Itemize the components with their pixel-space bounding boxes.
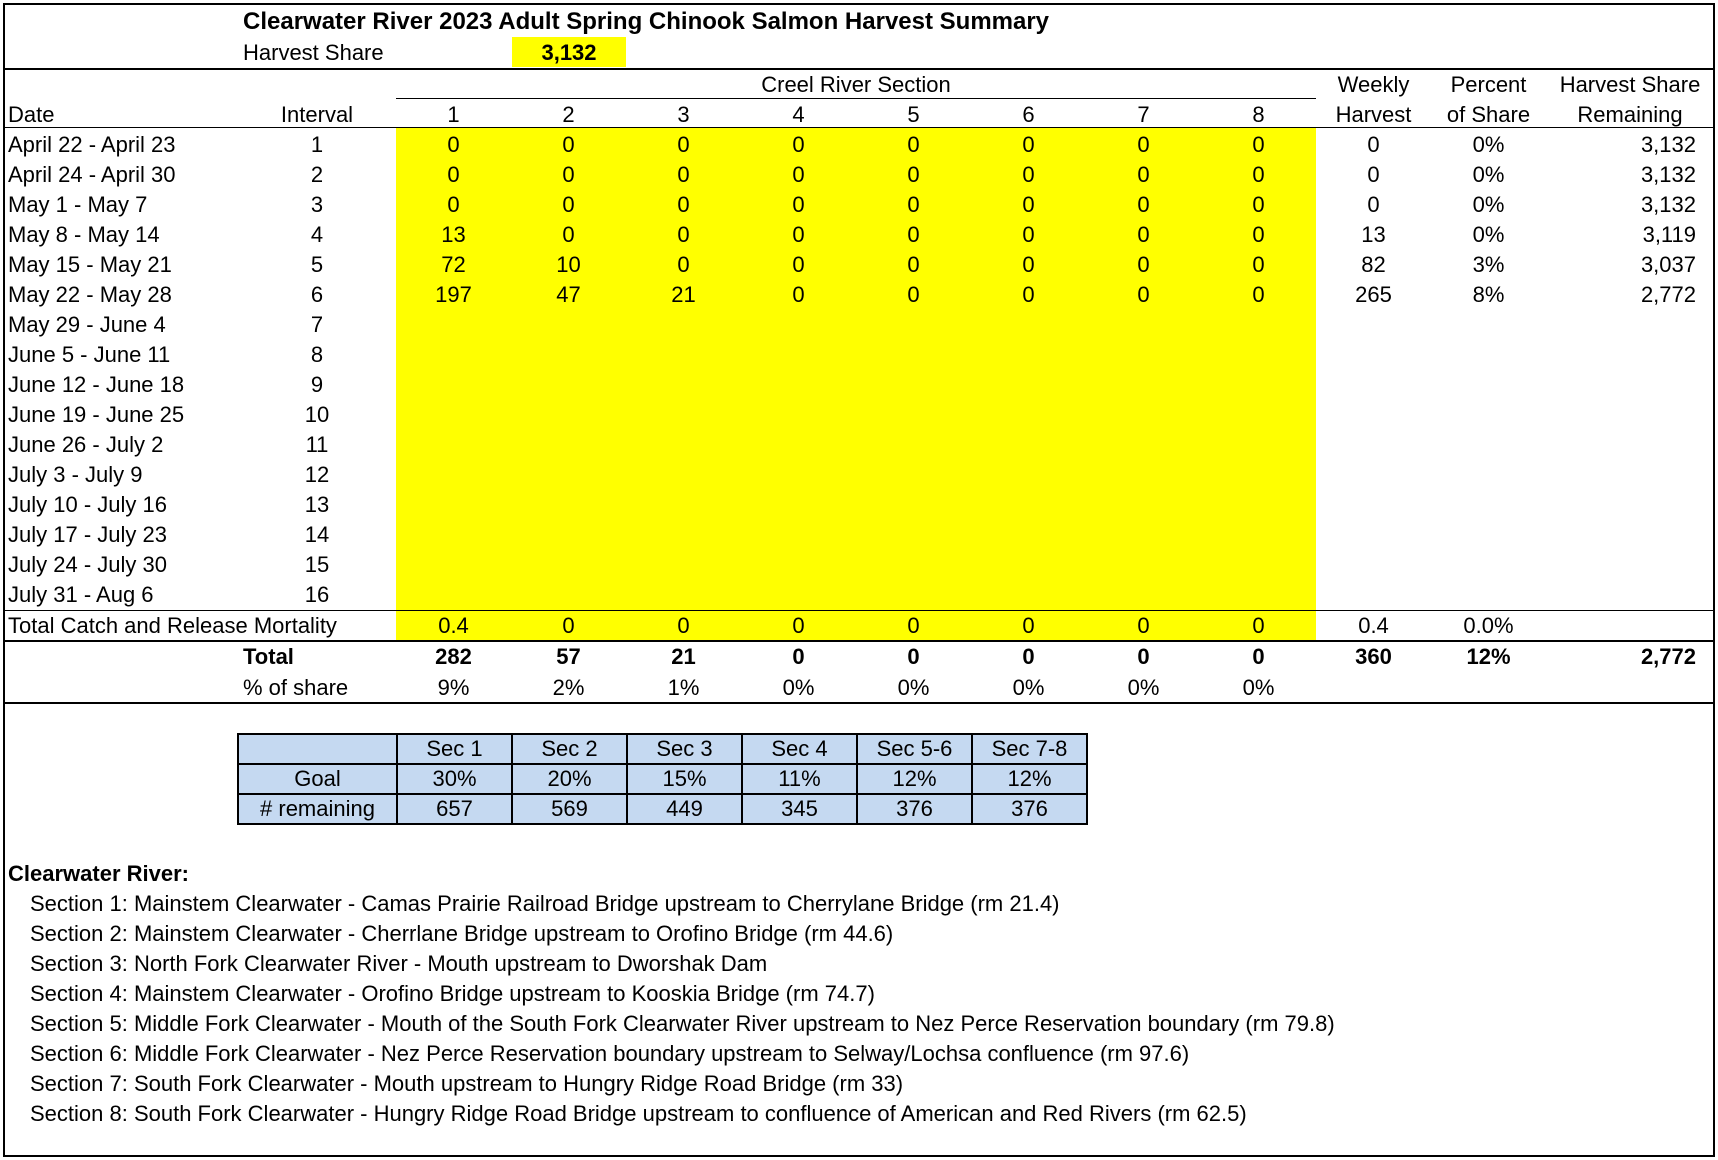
harvest-share-label: Harvest Share — [243, 40, 384, 65]
section-header-3: 3 — [677, 102, 690, 127]
total-section-4: 0 — [792, 644, 805, 669]
row-weekly-harvest: 265 — [1355, 282, 1392, 307]
row-weekly-harvest: 0 — [1367, 192, 1380, 217]
row-section-2-value: 0 — [562, 132, 575, 157]
row-section-5-value: 0 — [907, 132, 920, 157]
row-interval: 12 — [304, 462, 330, 487]
row-section-7-value: 0 — [1137, 162, 1150, 187]
frame-right — [1713, 3, 1715, 1157]
goals-remaining-value: 657 — [398, 795, 513, 825]
goals-header-1: Sec 1 — [398, 735, 513, 765]
row-section-8-value: 0 — [1252, 282, 1265, 307]
row-interval: 11 — [305, 432, 329, 457]
row-weekly-harvest: 13 — [1361, 222, 1386, 247]
section-header-8: 8 — [1252, 102, 1265, 127]
row-section-1-value: 0 — [447, 192, 460, 217]
page-title: Clearwater River 2023 Adult Spring Chinook Salmon Harvest Summary — [243, 8, 1050, 35]
weekly-header-1: Weekly — [1337, 72, 1410, 97]
share-section-1: 9% — [437, 675, 470, 700]
mortality-label: Total Catch and Release Mortality — [8, 613, 337, 638]
share-section-3: 1% — [667, 675, 700, 700]
share-section-8: 0% — [1242, 675, 1275, 700]
row-section-3-value: 0 — [677, 132, 690, 157]
row-interval: 1 — [310, 132, 324, 157]
row-percent-of-share: 8% — [1472, 282, 1505, 307]
mortality-percent: 0.0% — [1463, 613, 1514, 638]
row-date: July 24 - July 30 — [8, 552, 167, 577]
goals-goal-value: 11% — [743, 765, 858, 795]
section-note-5: Section 5: Middle Fork Clearwater - Mouth of the South Fork Clearwater River upstream to Nez Perce Reservation boundary (rm 79.8) — [30, 1011, 1335, 1036]
goals-goal-value: 12% — [858, 765, 973, 795]
mortality-section-5: 0 — [907, 613, 920, 638]
row-section-5-value: 0 — [907, 162, 920, 187]
row-section-7-value: 0 — [1137, 252, 1150, 277]
total-section-3: 21 — [671, 644, 696, 669]
section-header-4: 4 — [792, 102, 805, 127]
row-interval: 5 — [310, 252, 324, 277]
mortality-weekly: 0.4 — [1358, 613, 1389, 638]
goals-goal-value: 30% — [398, 765, 513, 795]
section-header-7: 7 — [1137, 102, 1150, 127]
row-share-remaining: 3,037 — [1640, 252, 1696, 277]
row-section-4-value: 0 — [792, 222, 805, 247]
row-interval: 9 — [310, 372, 324, 397]
row-section-7-value: 0 — [1137, 132, 1150, 157]
total-section-7: 0 — [1137, 644, 1150, 669]
mortality-section-6: 0 — [1022, 613, 1035, 638]
section-header-6: 6 — [1022, 102, 1035, 127]
total-remaining: 2,772 — [1640, 644, 1696, 669]
frame-bottom — [3, 1155, 1715, 1157]
row-interval: 13 — [304, 492, 330, 517]
share-section-2: 2% — [552, 675, 585, 700]
percent-header-2: of Share — [1446, 102, 1531, 127]
row-section-1-value: 72 — [441, 252, 466, 277]
mortality-section-4: 0 — [792, 613, 805, 638]
row-percent-of-share: 0% — [1472, 222, 1505, 247]
share-section-6: 0% — [1012, 675, 1045, 700]
row-share-remaining: 2,772 — [1640, 282, 1696, 307]
row-section-8-value: 0 — [1252, 192, 1265, 217]
row-date: May 1 - May 7 — [8, 192, 148, 217]
total-section-8: 0 — [1252, 644, 1265, 669]
goals-header-6: Sec 7-8 — [973, 735, 1088, 765]
row-date: April 22 - April 23 — [8, 132, 176, 157]
total-section-5: 0 — [907, 644, 920, 669]
row-percent-of-share: 0% — [1472, 192, 1505, 217]
section-note-7: Section 7: South Fork Clearwater - Mouth upstream to Hungry Ridge Road Bridge (rm 33) — [30, 1071, 904, 1096]
row-date: April 24 - April 30 — [8, 162, 176, 187]
goals-goal-value: 15% — [628, 765, 743, 795]
row-section-6-value: 0 — [1022, 192, 1035, 217]
weekly-header-2: Harvest — [1335, 102, 1412, 127]
goals-corner — [239, 735, 398, 765]
row-section-3-value: 21 — [671, 282, 696, 307]
row-section-2-value: 10 — [556, 252, 581, 277]
row-date: May 15 - May 21 — [8, 252, 172, 277]
row-interval: 14 — [304, 522, 330, 547]
row-share-remaining: 3,119 — [1642, 222, 1696, 247]
row-interval: 6 — [310, 282, 324, 307]
section-note-4: Section 4: Mainstem Clearwater - Orofino Bridge upstream to Kooskia Bridge (rm 74.7) — [30, 981, 875, 1006]
total-section-6: 0 — [1022, 644, 1035, 669]
row-section-5-value: 0 — [907, 192, 920, 217]
frame-left — [3, 3, 5, 1157]
goals-remaining-value: 449 — [628, 795, 743, 825]
remaining-header-1: Harvest Share — [1559, 72, 1701, 97]
creel-section-header: Creel River Section — [761, 72, 951, 97]
row-date: July 3 - July 9 — [8, 462, 143, 487]
total-label: Total — [243, 644, 294, 669]
row-section-3-value: 0 — [677, 162, 690, 187]
row-section-6-value: 0 — [1022, 222, 1035, 247]
row-section-2-value: 0 — [562, 192, 575, 217]
goals-remaining-value: 569 — [513, 795, 628, 825]
row-section-3-value: 0 — [677, 222, 690, 247]
row-interval: 8 — [310, 342, 324, 367]
row-section-4-value: 0 — [792, 252, 805, 277]
row-percent-of-share: 0% — [1472, 162, 1505, 187]
section-header-5: 5 — [907, 102, 920, 127]
section-note-2: Section 2: Mainstem Clearwater - Cherrlane Bridge upstream to Orofino Bridge (rm 44.6) — [30, 921, 894, 946]
row-interval: 2 — [310, 162, 324, 187]
goals-goal-value: 20% — [513, 765, 628, 795]
section-note-1: Section 1: Mainstem Clearwater - Camas Prairie Railroad Bridge upstream to Cherrylane Bridge (rm 21.4) — [30, 891, 1060, 916]
notes-heading: Clearwater River: — [8, 861, 189, 886]
goals-header-2: Sec 2 — [513, 735, 628, 765]
row-section-8-value: 0 — [1252, 132, 1265, 157]
section-note-6: Section 6: Middle Fork Clearwater - Nez Perce Reservation boundary upstream to Selway/Lochsa confluence (rm 97.6) — [30, 1041, 1190, 1066]
row-section-4-value: 0 — [792, 192, 805, 217]
share-section-7: 0% — [1127, 675, 1160, 700]
row-section-4-value: 0 — [792, 132, 805, 157]
row-section-2-value: 0 — [562, 222, 575, 247]
row-date: June 5 - June 11 — [8, 342, 171, 367]
row-section-5-value: 0 — [907, 282, 920, 307]
section-note-8: Section 8: South Fork Clearwater - Hungry Ridge Road Bridge upstream to confluence of American and Red Rivers (rm 62.5) — [30, 1101, 1247, 1126]
row-share-remaining: 3,132 — [1640, 132, 1696, 157]
row-section-8-value: 0 — [1252, 252, 1265, 277]
goals-header-3: Sec 3 — [628, 735, 743, 765]
mortality-section-3: 0 — [677, 613, 690, 638]
row-section-1-value: 13 — [441, 222, 466, 247]
row-date: May 8 - May 14 — [8, 222, 160, 247]
row-percent-of-share: 0% — [1472, 132, 1505, 157]
row-section-1-value: 0 — [447, 162, 460, 187]
row-section-4-value: 0 — [792, 282, 805, 307]
row-section-7-value: 0 — [1137, 282, 1150, 307]
row-date: July 31 - Aug 6 — [8, 582, 154, 607]
goals-goal-label: Goal — [239, 765, 398, 795]
harvest-share-value: 3,132 — [541, 40, 597, 65]
date-header: Date — [8, 102, 55, 127]
row-section-1-value: 197 — [435, 282, 472, 307]
row-date: May 22 - May 28 — [8, 282, 172, 307]
row-percent-of-share: 3% — [1472, 252, 1505, 277]
mortality-section-1: 0.4 — [438, 613, 469, 638]
row-interval: 4 — [310, 222, 324, 247]
goals-goal-value: 12% — [973, 765, 1088, 795]
section-note-3: Section 3: North Fork Clearwater River - Mouth upstream to Dworshak Dam — [30, 951, 768, 976]
row-interval: 15 — [304, 552, 330, 577]
row-interval: 10 — [304, 402, 330, 427]
row-weekly-harvest: 0 — [1367, 132, 1380, 157]
total-percent: 12% — [1466, 644, 1511, 669]
row-weekly-harvest: 82 — [1361, 252, 1386, 277]
share-section-4: 0% — [782, 675, 815, 700]
row-share-remaining: 3,132 — [1640, 162, 1696, 187]
row-date: June 19 - June 25 — [8, 402, 185, 427]
interval-header: Interval — [280, 102, 354, 127]
goals-header-4: Sec 4 — [743, 735, 858, 765]
row-section-8-value: 0 — [1252, 222, 1265, 247]
row-section-6-value: 0 — [1022, 132, 1035, 157]
total-section-1: 282 — [435, 644, 472, 669]
mortality-section-7: 0 — [1137, 613, 1150, 638]
row-interval: 16 — [304, 582, 330, 607]
total-section-2: 57 — [556, 644, 581, 669]
row-section-6-value: 0 — [1022, 162, 1035, 187]
row-section-2-value: 0 — [562, 162, 575, 187]
percent-header-1: Percent — [1450, 72, 1527, 97]
row-interval: 3 — [310, 192, 324, 217]
row-date: May 29 - June 4 — [8, 312, 166, 337]
row-share-remaining: 3,132 — [1640, 192, 1696, 217]
section-header-1: 1 — [447, 102, 460, 127]
row-section-6-value: 0 — [1022, 282, 1035, 307]
row-section-6-value: 0 — [1022, 252, 1035, 277]
row-weekly-harvest: 0 — [1367, 162, 1380, 187]
total-weekly: 360 — [1355, 644, 1392, 669]
row-section-7-value: 0 — [1137, 222, 1150, 247]
row-date: July 17 - July 23 — [8, 522, 167, 547]
row-section-1-value: 0 — [447, 132, 460, 157]
row-section-4-value: 0 — [792, 162, 805, 187]
row-section-3-value: 0 — [677, 252, 690, 277]
row-date: June 12 - June 18 — [8, 372, 185, 397]
goals-header-5: Sec 5-6 — [858, 735, 973, 765]
frame-top — [3, 3, 1715, 5]
row-interval: 7 — [310, 312, 324, 337]
section-header-2: 2 — [562, 102, 575, 127]
mortality-section-8: 0 — [1252, 613, 1265, 638]
row-section-5-value: 0 — [907, 222, 920, 247]
goals-remaining-value: 376 — [858, 795, 973, 825]
share-section-5: 0% — [897, 675, 930, 700]
goals-remaining-value: 376 — [973, 795, 1088, 825]
row-section-2-value: 47 — [556, 282, 581, 307]
row-date: June 26 - July 2 — [8, 432, 164, 457]
row-section-3-value: 0 — [677, 192, 690, 217]
row-section-5-value: 0 — [907, 252, 920, 277]
row-date: July 10 - July 16 — [8, 492, 167, 517]
row-section-7-value: 0 — [1137, 192, 1150, 217]
share-label: % of share — [243, 675, 349, 700]
goals-remaining-value: 345 — [743, 795, 858, 825]
mortality-section-2: 0 — [562, 613, 575, 638]
goals-remaining-label: # remaining — [239, 795, 398, 825]
row-section-8-value: 0 — [1252, 162, 1265, 187]
remaining-header-2: Remaining — [1577, 102, 1683, 127]
